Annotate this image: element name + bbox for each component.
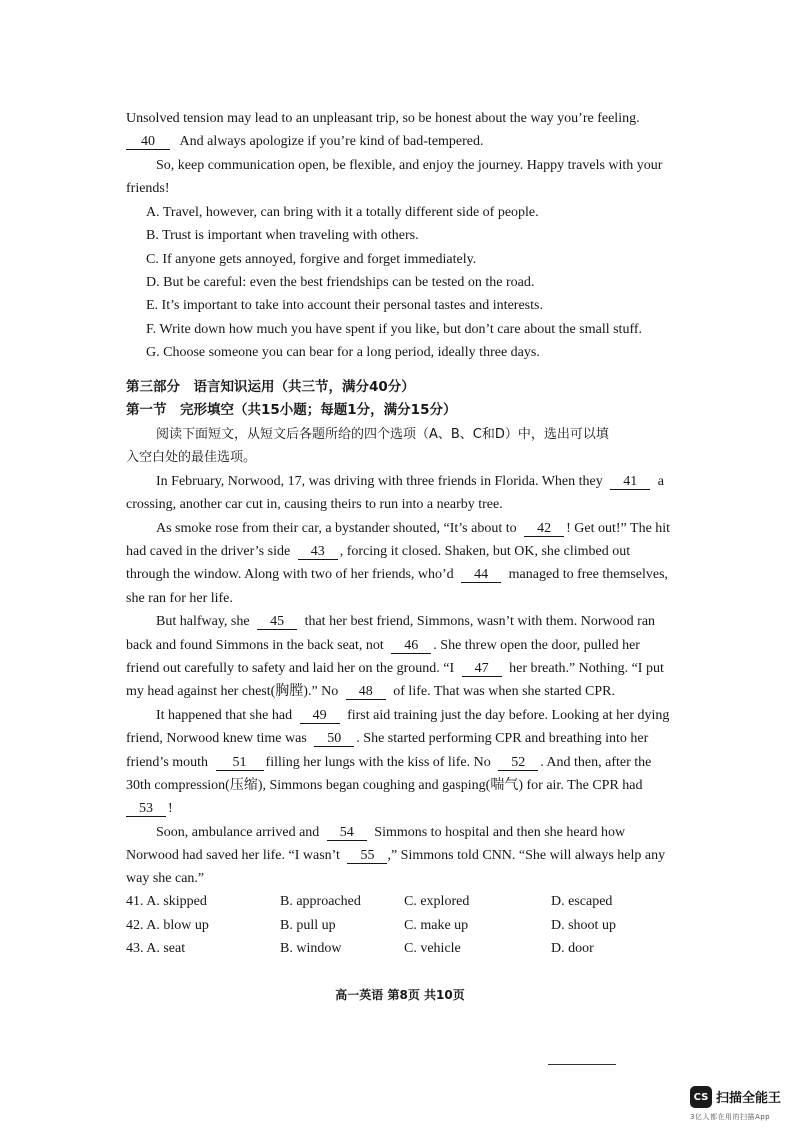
blank-49: 49 [300, 708, 340, 724]
section-subheading: 第一节 完形填空（共15小题；每题1分，满分15分） [126, 402, 457, 418]
blank-54: 54 [327, 825, 367, 841]
cloze-text: It happened that she had [156, 708, 293, 723]
passage-line [126, 133, 484, 151]
cloze-line [156, 707, 669, 725]
cloze-text: a [657, 474, 664, 489]
divider [548, 1064, 616, 1065]
cloze-text: her breath.” Nothing. “I put [509, 661, 664, 676]
cloze-line [156, 473, 664, 491]
option-item: D. But be careful: even the best friendships can be tested on the road. [146, 275, 535, 290]
cloze-text: had caved in the driver’s side [126, 544, 291, 559]
blank-45: 45 [257, 614, 297, 630]
choice-b: B. window [280, 941, 342, 956]
cloze-line [156, 824, 625, 842]
cloze-line [126, 496, 503, 514]
watermark-name: 扫描全能王 [716, 1091, 782, 1106]
option-item: B. Trust is important when traveling with others. [146, 228, 419, 243]
cloze-text: Norwood had saved her life. “I wasn’t [126, 848, 340, 863]
cloze-line [126, 870, 204, 888]
cloze-text: Soon, ambulance arrived and [156, 825, 320, 840]
blank-41: 41 [610, 474, 650, 490]
instructions: 入空白处的最佳选项。 [126, 450, 257, 465]
cloze-text: In February, Norwood, 17, was driving with three friends in Florida. When they [156, 474, 603, 489]
cloze-text: , forcing it closed. Shaken, but OK, she climbed out [339, 544, 631, 559]
choice-b: B. approached [280, 894, 361, 909]
choice-c: C. make up [404, 918, 469, 933]
blank-46: 46 [391, 638, 431, 654]
cloze-text: But halfway, she [156, 614, 250, 629]
cloze-line [156, 520, 670, 538]
cloze-line [126, 730, 648, 748]
watermark-tagline: 3亿人都在用的扫描App [690, 1113, 771, 1121]
page-footer: 高一英语 第8页 共10页 [335, 988, 465, 1002]
cloze-line [126, 683, 615, 701]
passage-line [126, 180, 170, 198]
blank-42: 42 [524, 521, 564, 537]
passage-text: So, keep communication open, be flexible, and enjoy the journey. Happy travels with your [156, 158, 663, 173]
blank-52: 52 [498, 755, 538, 771]
cloze-text: As smoke rose from their car, a bystander shouted, “It’s about to [156, 521, 517, 536]
cloze-line [126, 777, 643, 795]
blank-53: 53 [126, 801, 166, 817]
option-item: E. It’s important to take into account their personal tastes and interests. [146, 298, 543, 313]
cloze-text: crossing, another car cut in, causing theirs to run into a nearby tree. [126, 497, 503, 512]
cloze-text: friend’s mouth [126, 755, 209, 770]
cloze-text: friend, Norwood knew time was [126, 731, 307, 746]
instructions: 阅读下面短文，从短文后各题所给的四个选项（A、B、C和D）中，选出可以填 [156, 427, 609, 442]
option-item: G. Choose someone you can bear for a long period, ideally three days. [146, 345, 540, 360]
cloze-line [156, 613, 655, 631]
choice-a: 43. A. seat [126, 941, 186, 956]
option-item: A. Travel, however, can bring with it a totally different side of people. [146, 205, 539, 220]
section-heading: 第三部分 语言知识运用（共三节，满分40分） [126, 379, 415, 395]
blank-50: 50 [314, 731, 354, 747]
choice-b: B. pull up [280, 918, 336, 933]
cloze-text: back and found Simmons in the back seat, not [126, 638, 384, 653]
passage-text: And always apologize if you’re kind of bad-tempered. [179, 134, 484, 149]
option-item: F. Write down how much you have spent if you like, but don’t care about the small stuff. [146, 322, 643, 337]
cloze-line [126, 566, 668, 584]
cloze-line [126, 847, 665, 865]
cloze-text: filling her lungs with the kiss of life. No [265, 755, 491, 770]
blank-40: 40 [126, 134, 170, 150]
cloze-line [126, 660, 664, 678]
choice-c: C. explored [404, 894, 470, 909]
cloze-text: she ran for her life. [126, 591, 233, 606]
cloze-line [126, 800, 173, 818]
cloze-text: . She threw open the door, pulled her [433, 638, 640, 653]
cloze-text: . She started performing CPR and breathing into her [356, 731, 649, 746]
camscanner-logo-icon: CS [690, 1086, 712, 1108]
blank-55: 55 [347, 848, 387, 864]
choice-d: D. escaped [551, 894, 613, 909]
cloze-line [126, 543, 630, 561]
cloze-text: way she can.” [126, 871, 205, 886]
cloze-text: ! [168, 801, 173, 816]
cloze-line [126, 590, 233, 608]
choice-d: D. shoot up [551, 918, 616, 933]
cloze-text: ! Get out!” The hit [566, 521, 671, 536]
passage-line [126, 110, 676, 128]
cloze-text: 30th compression(压缩), Simmons began coughing and gasping(喘气) for air. The CPR had [126, 778, 643, 793]
choice-a: 42. A. blow up [126, 918, 209, 933]
blank-48: 48 [346, 684, 386, 700]
choice-d: D. door [551, 941, 594, 956]
choice-c: C. vehicle [404, 941, 461, 956]
blank-51: 51 [216, 755, 264, 771]
choice-a: 41. A. skipped [126, 894, 207, 909]
cloze-text: through the window. Along with two of her friends, who’d [126, 567, 454, 582]
passage-line [156, 157, 662, 175]
option-item: C. If anyone gets annoyed, forgive and forget immediately. [146, 252, 477, 267]
cloze-text: that her best friend, Simmons, wasn’t with them. Norwood ran [304, 614, 656, 629]
cloze-text: first aid training just the day before. Looking at her dying [347, 708, 670, 723]
cloze-text: . And then, after the [540, 755, 652, 770]
blank-47: 47 [462, 661, 502, 677]
cloze-text: friend out carefully to safety and laid her on the ground. “I [126, 661, 455, 676]
cloze-line [126, 754, 651, 772]
cloze-text: Simmons to hospital and then she heard how [374, 825, 626, 840]
blank-44: 44 [461, 567, 501, 583]
blank-43: 43 [298, 544, 338, 560]
cloze-text: managed to free themselves, [508, 567, 669, 582]
cloze-text: of life. That was when she started CPR. [393, 684, 616, 699]
passage-text: Unsolved tension may lead to an unpleasant trip, so be honest about the way you’re feeling. [126, 111, 640, 126]
passage-text: friends! [126, 181, 170, 196]
cloze-line [126, 637, 640, 655]
cloze-text: ,” Simmons told CNN. “She will always help any [387, 848, 666, 863]
cloze-text: my head against her chest(胸膛).” No [126, 684, 339, 699]
